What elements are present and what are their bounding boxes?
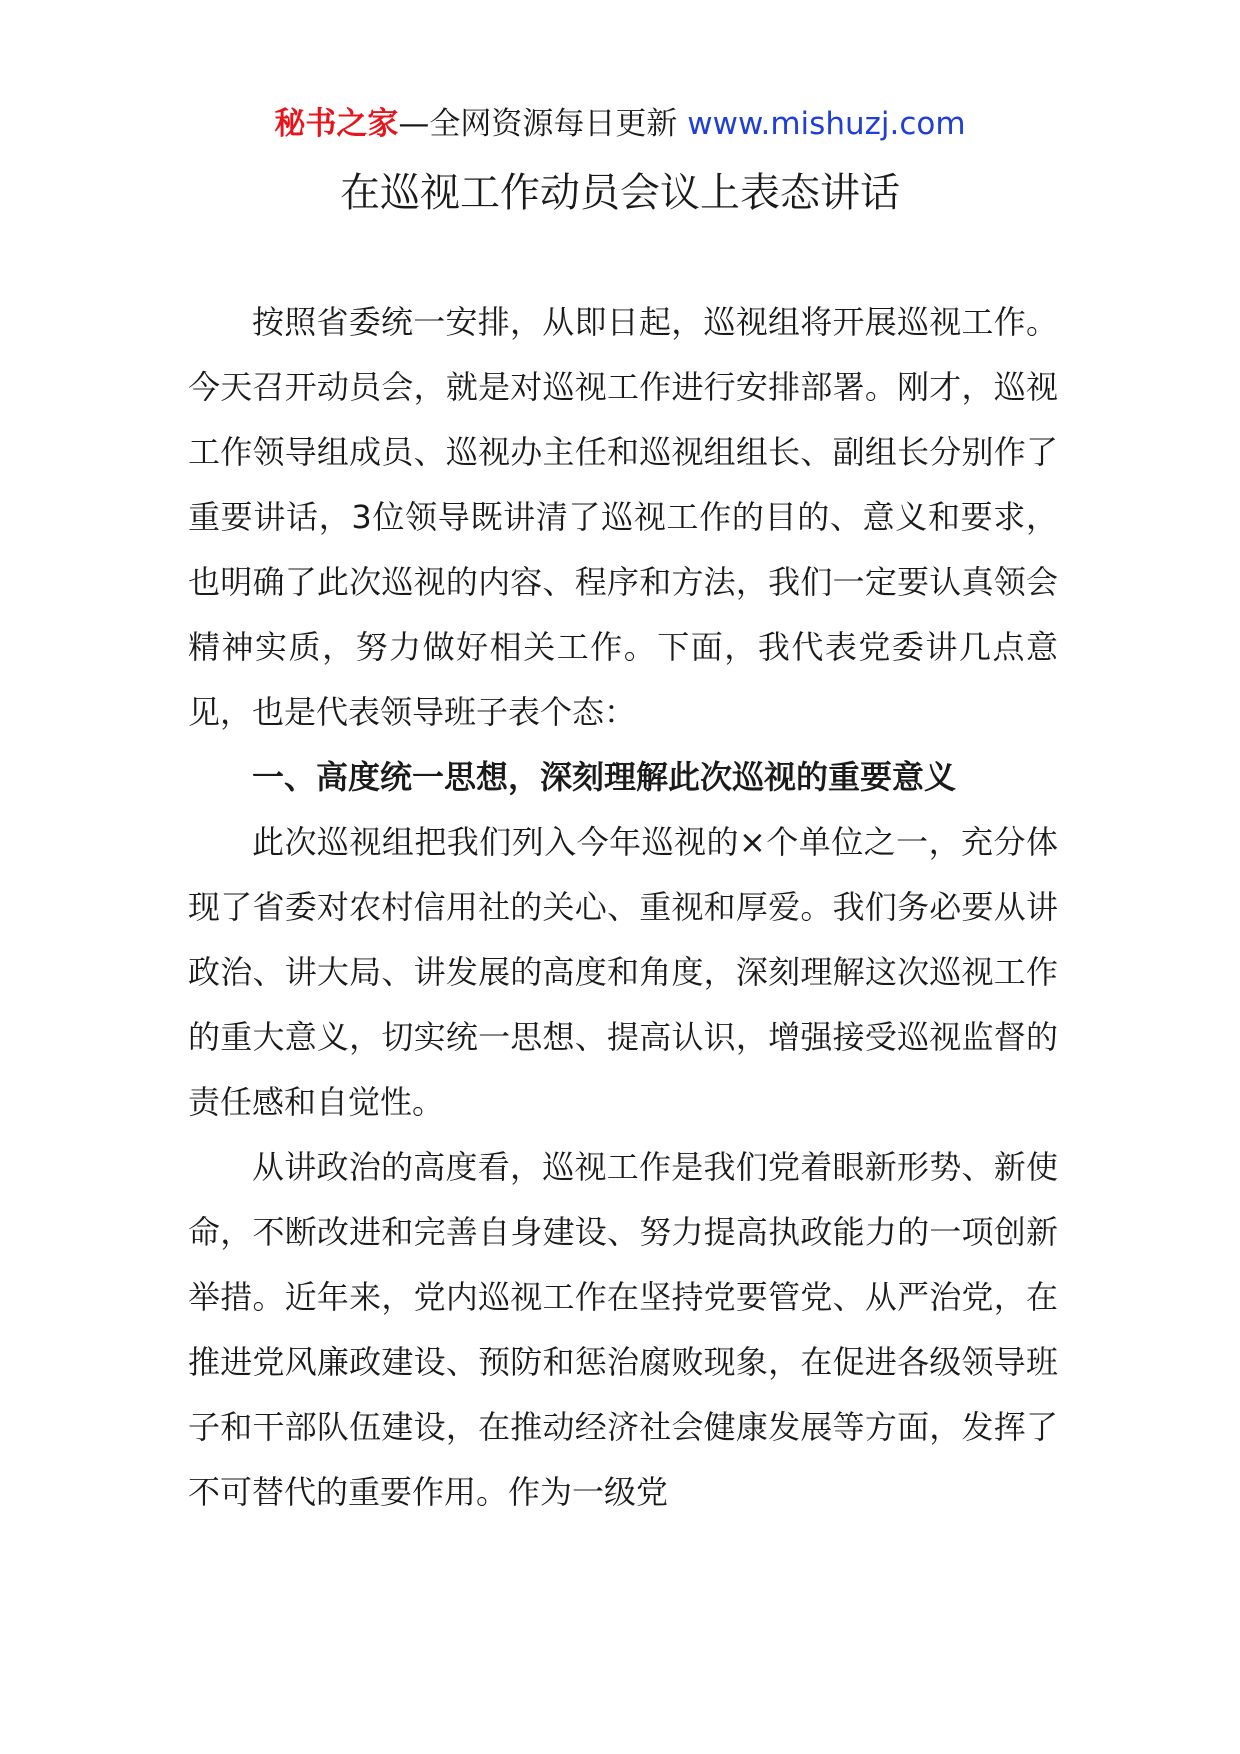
banner-url-link[interactable]: www.mishuzj.com: [687, 106, 966, 142]
banner-brand: 秘书之家: [274, 106, 399, 142]
banner-slogan: —全网资源每日更新: [398, 106, 688, 142]
document-title: 在巡视工作动员会议上表态讲话: [340, 170, 900, 216]
paragraph-political-view: 从讲政治的高度看，巡视工作是我们党着眼新形势、新使命，不断改进和完善自身建设、努力提高执政能力的一项创新举措。近年来，党内巡视工作在坚持党要管党、从严治党，在推进党风廉政建设、预防和惩治腐败现象，在促进各级领导班子和干部队伍建设，在推动经济社会健康发展等方面，发挥了不可替代的重要作用。作为一级党: [188, 1148, 1058, 1511]
site-banner: [0, 100, 1240, 148]
section-heading-1: 一、高度统一思想，深刻理解此次巡视的重要意义: [252, 758, 957, 796]
paragraph-intro: 按照省委统一安排，从即日起，巡视组将开展巡视工作。今天召开动员会，就是对巡视工作进行安排部署。刚才，巡视工作领导组成员、巡视办主任和巡视组组长、副组长分别作了重要讲话，3位领导既讲清了巡视工作的目的、意义和要求，也明确了此次巡视的内容、程序和方法，我们一定要认真领会精神实质，努力做好相关工作。下面，我代表党委讲几点意见，也是代表领导班子表个态：: [188, 303, 1058, 731]
paragraph-significance: 此次巡视组把我们列入今年巡视的×个单位之一，充分体现了省委对农村信用社的关心、重视和厚爱。我们务必要从讲政治、讲大局、讲发展的高度和角度，深刻理解这次巡视工作的重大意义，切实统一思想、提高认识，增强接受巡视监督的责任感和自觉性。: [188, 823, 1058, 1121]
document-body: [188, 290, 1058, 1525]
